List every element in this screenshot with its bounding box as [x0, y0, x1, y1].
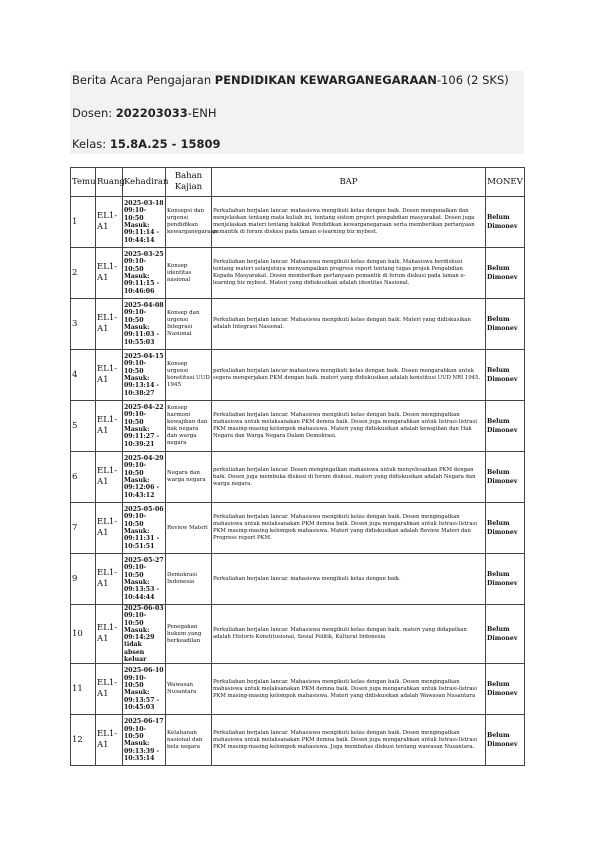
cell-temu: 11	[71, 664, 96, 715]
cell-ruang: EL1-A1	[96, 554, 123, 605]
cell-ruang: EL1-A1	[96, 197, 123, 248]
table-row	[71, 401, 525, 452]
cell-bahan-kajian: Wawasan Nusantara	[166, 664, 212, 715]
cell-ruang: EL1-A1	[96, 299, 123, 350]
cell-temu: 5	[71, 401, 96, 452]
table-row	[71, 248, 525, 299]
cell-kehadiran: 2025-06-10 09:10-10:50 Masuk: 09:13:57 - 10:45:03	[123, 664, 166, 715]
cell-bap: perkuliahan berjalan lancar mahasiswa mengikuti kelas dengan baik. Dosen mengarahkan untuk segera mengerjakan PKM dengan baik. materi yang didiskusikan adalah konstitusi UUD NRI 1945.	[212, 350, 486, 401]
cell-temu: 4	[71, 350, 96, 401]
cell-monev: Belum Dimonev	[486, 197, 525, 248]
cell-temu: 6	[71, 452, 96, 503]
cell-ruang: EL1-A1	[96, 248, 123, 299]
cell-bahan-kajian: Konsep harmoni kewajiban dan hak negara dan warga negara	[166, 401, 212, 452]
table-row	[71, 452, 525, 503]
col-header-ruang: Ruang	[96, 168, 123, 197]
cell-temu: 1	[71, 197, 96, 248]
cell-kehadiran: 2025-03-25 09:10-10:50 Masuk: 09:11:15 - 10:46:06	[123, 248, 166, 299]
cell-temu: 10	[71, 605, 96, 664]
col-header-temu: Temu	[71, 168, 96, 197]
cell-temu: 12	[71, 715, 96, 766]
table-body	[71, 197, 525, 766]
cell-kehadiran: 2025-06-17 09:10-10:50 Masuk: 09:13:39 - 10:35:14	[123, 715, 166, 766]
cell-kehadiran: 2025-06-03 09:10-10:50 Masuk: 09:14:29 tidak absen keluar	[124, 605, 164, 664]
cell-monev: Belum Dimonev	[486, 664, 525, 715]
cell-monev: Belum Dimonev	[486, 350, 525, 401]
cell-kehadiran: 2025-04-08 09:10-10:50 Masuk: 09:11:03 - 10:55:03	[123, 299, 166, 350]
course-name: PENDIDIKAN KEWARGANEGARAAN	[214, 73, 437, 87]
title-line	[72, 73, 509, 87]
document-header	[70, 71, 524, 154]
cell-bap: Perkuliahan berjalan lancar. Mahasiswa mengikuti kelas dengan baik. Dosen mengingatkan mahasiswa untuk melaksanakan PKM demna baik. Dosen juga mengarahkan untuk listrasi-listrasi PKM masing-masing kelompok mahasiswa. Materi yang didiskusikan adalah Wawasan Nusantara	[212, 664, 486, 715]
cell-bap: Perkuliahan berjalan lancar. Mahasiswa mengikuti kelas dengan baik. Mahasiswa berdiskusi tentang materi selanjutnya menyampaikan progress report tentang tugas projek Pengabdian Kepada Masyarakat. Dosen memberikan pertanyaan pemantik di forum diskusi pada laman e-learning biz mybest. Materi yang didiskusikan adalah identitas Nasional.	[212, 248, 486, 299]
cell-bahan-kajian: Konsep identitas nasional	[166, 248, 212, 299]
cell-bap: Perkuliahan berjalan lancar. Mahasiswa mengikuti kelas dengan baik. Dosen mengingatkan mahasiswa untuk melaksanakan PKM demna baik. Dosen juga mengarahkan untuk listrasi-listrasi PKM masing-masing kelompok mahasiswa. Materi yang didiskusikan adalah Review Materi dan Progress report PKM.	[212, 503, 486, 554]
kelas-value: 15.8A.25 - 15809	[109, 137, 221, 151]
cell-kehadiran: 2025-04-29 09:10-10:50 Masuk: 09:12:06 - 10:43:12	[123, 452, 166, 503]
table-row	[71, 350, 525, 401]
cell-ruang: EL1-A1	[96, 452, 123, 503]
dosen-label: Dosen:	[72, 106, 116, 120]
cell-bahan-kajian: Penegakan hukum yang berkeadilan	[166, 605, 212, 664]
cell-bap: Perkuliahan berjalan lancar. mahasiswa mengikuti kelas dengan baik.	[212, 554, 486, 605]
dosen-suffix: -ENH	[187, 106, 217, 120]
cell-ruang: EL1-A1	[96, 401, 123, 452]
cell-kehadiran: 2025-04-22 09:10-10:50 Masuk: 09:11:27 - 10:39:21	[123, 401, 166, 452]
cell-ruang: EL1-A1	[96, 715, 123, 766]
table-row	[71, 664, 525, 715]
cell-kehadiran: 2025-05-06 09:10-10:50 Masuk: 09:11:31 - 10:51:51	[123, 503, 166, 554]
col-header-monev: MONEV	[486, 168, 525, 197]
cell-temu: 9	[71, 554, 96, 605]
cell-kehadiran: 2025-04-15 09:10-10:50 Masuk: 09:13:14 - 10:38:27	[123, 350, 166, 401]
dosen-line	[72, 106, 216, 120]
table-row	[71, 715, 525, 766]
cell-bap: Perkuliahan berjalan lancar. Mahasiswa mengikuti kelas dengan baik. Materi yang didiskusikan adalah Integrasi Nasional.	[212, 299, 486, 350]
cell-bap: Perkuliahan berjalan lancar. mahasiswa mengikuti kelas dengan baik. Dosen mengenalkan dan menjelaskan tentang mata kuliah ini, tentang sistem project pengabdian masyarakat. Dosen juga menjelaskan materi tentang hakikat Pendidikan kewarganegaraan serta memberikan pertanyaan pemantik di forum diskusi pada laman e-learning biz mybest.	[212, 197, 486, 248]
table-row	[71, 605, 525, 664]
cell-bahan-kajian: Konsep dan urgensi Integrasi Nasional	[166, 299, 212, 350]
cell-monev: Belum Dimonev	[486, 248, 525, 299]
table-row	[71, 299, 525, 350]
cell-bahan-kajian: Demokrasi Indonesia	[166, 554, 212, 605]
col-header-bahan-kajian: Bahan Kajian	[166, 168, 212, 197]
course-suffix: -106 (2 SKS)	[436, 73, 509, 87]
cell-ruang: EL1-A1	[96, 664, 123, 715]
table-row	[71, 197, 525, 248]
cell-bahan-kajian: Ketahanan nasional dan bela negara	[166, 715, 212, 766]
cell-kehadiran: 2025-05-27 09:10-10:50 Masuk: 09:13:53 - 10:44:44	[123, 554, 166, 605]
cell-bap: Perkuliahan berjalan lancar. Mahasiswa mengikuti kelas dengan baik. Dosen mengingatkan mahasiswa untuk melaksanakan PKM demna baik. Dosen juga mengarahkan untuk listrasi-listrasi PKM masing-masing kelompok mahasiswa. Materi yang didiskusikan adalah kewajiban dan Hak Negara dan Warga Negara Dalam Demokrasi.	[212, 401, 486, 452]
cell-bahan-kajian: Negara dan warga negara	[166, 452, 212, 503]
cell-temu: 7	[71, 503, 96, 554]
table-header-row	[71, 168, 525, 197]
cell-monev: Belum Dimonev	[486, 503, 525, 554]
dosen-id: 202203033	[115, 106, 188, 120]
cell-ruang: EL1-A1	[96, 350, 123, 401]
cell-monev: Belum Dimonev	[486, 605, 525, 664]
kelas-line	[72, 137, 220, 151]
table-row	[71, 503, 525, 554]
cell-monev: Belum Dimonev	[486, 554, 525, 605]
cell-monev: Belum Dimonev	[486, 452, 525, 503]
cell-monev: Belum Dimonev	[486, 401, 525, 452]
title-prefix: Berita Acara Pengajaran	[72, 73, 215, 87]
cell-ruang: EL1-A1	[96, 605, 123, 664]
col-header-bap: BAP	[212, 168, 486, 197]
bap-table	[70, 167, 525, 766]
cell-bap: Perkuliahan berjalan lancar. Mahasiswa mengikuti kelas dengan baik. Dosen mengingatkan mahasiswa untuk melaksanakan PKM demna baik. Dosen juga mengarahkan untuk listrasi-listrasi PKM masing-masing kelompok mahasiswa. Juga membahas diskusi tentang wawasan Nusantara.	[212, 715, 486, 766]
table-row	[71, 554, 525, 605]
cell-ruang: EL1-A1	[96, 503, 123, 554]
cell-temu: 2	[71, 248, 96, 299]
cell-monev: Belum Dimonev	[486, 715, 525, 766]
cell-kehadiran: 2025-03-18 09:10-10:50 Masuk: 09:11:14 - 10:44:14	[123, 197, 166, 248]
cell-bahan-kajian: Konsepsi dan urgensi pendidikan kewarganegaraan	[166, 197, 212, 248]
kelas-label: Kelas:	[72, 137, 110, 151]
cell-temu: 3	[71, 299, 96, 350]
cell-bap: perkuliahan berjalan lancar. Dosen mengingatkan mahasiswa untuk menyelesaikan PKM dengan baik. Dosen juga membuka diskusi di forum diskusi. materi yang didiskusikan adalah Negara dan warga negara.	[212, 452, 486, 503]
cell-bap: Perkuliahan berjalan lancar. Mahasiswa mengikuti kelas dengan baik. materi yang didapatkan adalah Historis Konstitusional, Sosial Politik, Kultural Indonesia	[212, 605, 486, 664]
cell-bahan-kajian: Review Materi	[166, 503, 212, 554]
cell-monev: Belum Dimonev	[486, 299, 525, 350]
col-header-kehadiran: Kehadiran	[123, 168, 166, 197]
cell-bahan-kajian: Konsep urgensi konstitusi UUD 1945	[166, 350, 212, 401]
